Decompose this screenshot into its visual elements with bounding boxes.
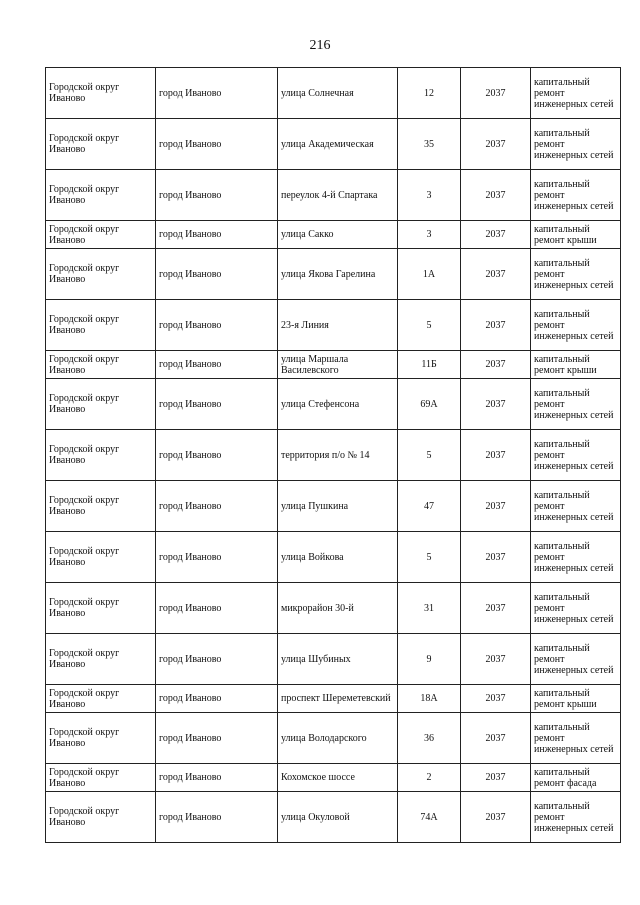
city-cell: город Иваново <box>156 685 278 713</box>
municipality-cell: Городской округ Иваново <box>46 634 156 685</box>
page-number: 216 <box>309 38 331 53</box>
municipality-cell: Городской округ Иваново <box>46 685 156 713</box>
work-type-cell: капитальный ремонт инженерных сетей <box>531 713 621 764</box>
city-cell: город Иваново <box>156 300 278 351</box>
table-row <box>46 170 621 221</box>
house-number-cell: 5 <box>398 300 461 351</box>
table-row <box>46 532 621 583</box>
table-row <box>46 300 621 351</box>
street-cell: улица Войкова <box>278 532 398 583</box>
municipality-cell: Городской округ Иваново <box>46 379 156 430</box>
year-cell: 2037 <box>461 685 531 713</box>
street-cell: улица Маршала Василевского <box>278 351 398 379</box>
house-number-cell: 11Б <box>398 351 461 379</box>
work-type-cell: капитальный ремонт крыши <box>531 221 621 249</box>
table-row <box>46 764 621 792</box>
year-cell: 2037 <box>461 532 531 583</box>
table-body <box>46 68 621 843</box>
work-type-cell: капитальный ремонт инженерных сетей <box>531 634 621 685</box>
table-row <box>46 68 621 119</box>
municipality-cell: Городской округ Иваново <box>46 583 156 634</box>
street-cell: улица Якова Гарелина <box>278 249 398 300</box>
year-cell: 2037 <box>461 351 531 379</box>
municipality-cell: Городской округ Иваново <box>46 300 156 351</box>
house-number-cell: 5 <box>398 532 461 583</box>
house-number-cell: 2 <box>398 764 461 792</box>
street-cell: микрорайон 30-й <box>278 583 398 634</box>
house-number-cell: 35 <box>398 119 461 170</box>
city-cell: город Иваново <box>156 430 278 481</box>
city-cell: город Иваново <box>156 249 278 300</box>
year-cell: 2037 <box>461 583 531 634</box>
work-type-cell: капитальный ремонт инженерных сетей <box>531 68 621 119</box>
year-cell: 2037 <box>461 481 531 532</box>
house-number-cell: 31 <box>398 583 461 634</box>
table-row <box>46 351 621 379</box>
table-row <box>46 792 621 843</box>
house-number-cell: 18А <box>398 685 461 713</box>
work-type-cell: капитальный ремонт крыши <box>531 685 621 713</box>
work-type-cell: капитальный ремонт инженерных сетей <box>531 792 621 843</box>
street-cell: улица Сакко <box>278 221 398 249</box>
municipality-cell: Городской округ Иваново <box>46 713 156 764</box>
street-cell: проспект Шереметевский <box>278 685 398 713</box>
table-row <box>46 379 621 430</box>
street-cell: улица Окуловой <box>278 792 398 843</box>
municipality-cell: Городской округ Иваново <box>46 68 156 119</box>
house-number-cell: 74А <box>398 792 461 843</box>
city-cell: город Иваново <box>156 119 278 170</box>
city-cell: город Иваново <box>156 583 278 634</box>
year-cell: 2037 <box>461 379 531 430</box>
table-row <box>46 430 621 481</box>
table-row <box>46 713 621 764</box>
street-cell: улица Пушкина <box>278 481 398 532</box>
year-cell: 2037 <box>461 300 531 351</box>
municipality-cell: Городской округ Иваново <box>46 764 156 792</box>
year-cell: 2037 <box>461 792 531 843</box>
municipality-cell: Городской округ Иваново <box>46 430 156 481</box>
city-cell: город Иваново <box>156 532 278 583</box>
municipality-cell: Городской округ Иваново <box>46 170 156 221</box>
municipality-cell: Городской округ Иваново <box>46 532 156 583</box>
house-number-cell: 36 <box>398 713 461 764</box>
city-cell: город Иваново <box>156 481 278 532</box>
work-type-cell: капитальный ремонт инженерных сетей <box>531 379 621 430</box>
municipality-cell: Городской округ Иваново <box>46 351 156 379</box>
municipality-cell: Городской округ Иваново <box>46 221 156 249</box>
city-cell: город Иваново <box>156 713 278 764</box>
work-type-cell: капитальный ремонт инженерных сетей <box>531 249 621 300</box>
work-type-cell: капитальный ремонт инженерных сетей <box>531 170 621 221</box>
table-row <box>46 481 621 532</box>
municipality-cell: Городской округ Иваново <box>46 792 156 843</box>
city-cell: город Иваново <box>156 792 278 843</box>
year-cell: 2037 <box>461 221 531 249</box>
year-cell: 2037 <box>461 249 531 300</box>
work-type-cell: капитальный ремонт инженерных сетей <box>531 583 621 634</box>
house-number-cell: 3 <box>398 221 461 249</box>
year-cell: 2037 <box>461 764 531 792</box>
city-cell: город Иваново <box>156 351 278 379</box>
street-cell: улица Шубиных <box>278 634 398 685</box>
street-cell: улица Стефенсона <box>278 379 398 430</box>
city-cell: город Иваново <box>156 221 278 249</box>
house-number-cell: 69А <box>398 379 461 430</box>
work-type-cell: капитальный ремонт фасада <box>531 764 621 792</box>
street-cell: улица Академическая <box>278 119 398 170</box>
work-type-cell: капитальный ремонт крыши <box>531 351 621 379</box>
table-row <box>46 249 621 300</box>
city-cell: город Иваново <box>156 764 278 792</box>
municipality-cell: Городской округ Иваново <box>46 119 156 170</box>
table-row <box>46 119 621 170</box>
house-number-cell: 3 <box>398 170 461 221</box>
year-cell: 2037 <box>461 68 531 119</box>
municipality-cell: Городской округ Иваново <box>46 481 156 532</box>
street-cell: территория п/о № 14 <box>278 430 398 481</box>
year-cell: 2037 <box>461 119 531 170</box>
year-cell: 2037 <box>461 634 531 685</box>
city-cell: город Иваново <box>156 634 278 685</box>
city-cell: город Иваново <box>156 170 278 221</box>
table-row <box>46 583 621 634</box>
work-type-cell: капитальный ремонт инженерных сетей <box>531 481 621 532</box>
work-type-cell: капитальный ремонт инженерных сетей <box>531 430 621 481</box>
year-cell: 2037 <box>461 713 531 764</box>
house-number-cell: 1А <box>398 249 461 300</box>
street-cell: Кохомское шоссе <box>278 764 398 792</box>
street-cell: 23-я Линия <box>278 300 398 351</box>
work-type-cell: капитальный ремонт инженерных сетей <box>531 532 621 583</box>
city-cell: город Иваново <box>156 379 278 430</box>
work-type-cell: капитальный ремонт инженерных сетей <box>531 119 621 170</box>
table-row <box>46 634 621 685</box>
repair-schedule-table <box>45 67 621 843</box>
table-row <box>46 221 621 249</box>
street-cell: улица Володарского <box>278 713 398 764</box>
house-number-cell: 12 <box>398 68 461 119</box>
house-number-cell: 9 <box>398 634 461 685</box>
work-type-cell: капитальный ремонт инженерных сетей <box>531 300 621 351</box>
table-row <box>46 685 621 713</box>
city-cell: город Иваново <box>156 68 278 119</box>
street-cell: улица Солнечная <box>278 68 398 119</box>
year-cell: 2037 <box>461 170 531 221</box>
house-number-cell: 5 <box>398 430 461 481</box>
municipality-cell: Городской округ Иваново <box>46 249 156 300</box>
house-number-cell: 47 <box>398 481 461 532</box>
street-cell: переулок 4-й Спартака <box>278 170 398 221</box>
year-cell: 2037 <box>461 430 531 481</box>
